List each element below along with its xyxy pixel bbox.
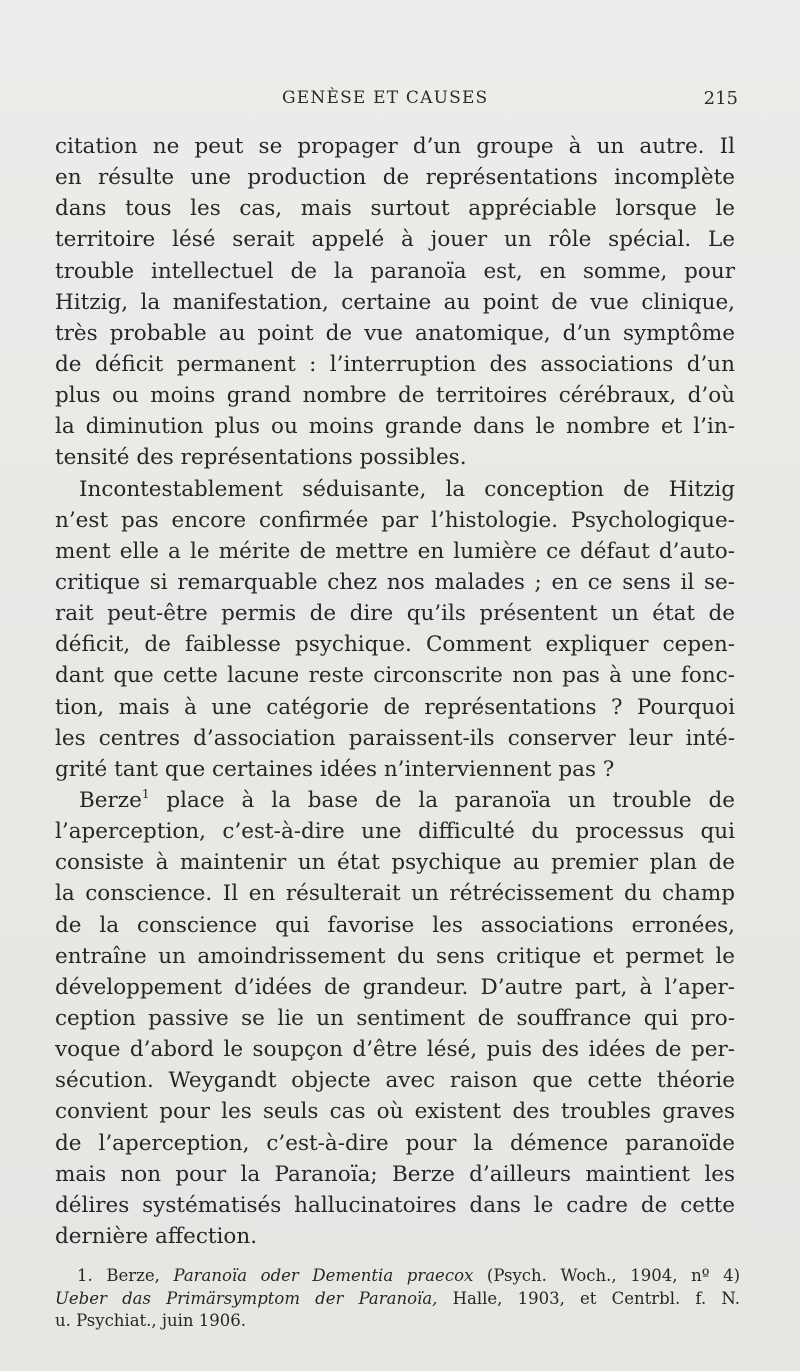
text-line: de la conscience qui favorise les associations erronées, [55,912,735,938]
paragraph-3 [55,785,735,1252]
text-line: tensité des représentations possibles. [55,445,467,471]
footnote-number: 1. [77,1266,93,1285]
text-line: ception passive se lie un sentiment de souffrance qui pro- [55,1005,735,1031]
footnote-line [55,1265,740,1288]
text-line: critique si remarquable chez nos malades ; en ce sens il se- [55,569,735,595]
text-line: déficit, de faiblesse psychique. Comment expliquer cepen- [55,632,735,658]
footnote-title: Paranoïa oder Dementia praecox [173,1266,474,1285]
text-line: Incontestablement séduisante, la conception de Hitzig [79,476,735,502]
text-line: tion, mais à une catégorie de représentations ? Pourquoi [55,694,735,720]
text-line: n’est pas encore confirmée par l’histologie. Psychologique- [55,507,735,533]
text-line: la conscience. Il en résulterait un rétrécissement du champ [55,881,735,907]
footnote-line [55,1288,740,1311]
text-line: voque d’abord le soupçon d’être lésé, puis des idées de per- [55,1037,735,1063]
text-line: rait peut-être permis de dire qu’ils présentent un état de [55,601,735,627]
page-header [0,88,800,118]
text-line: dans tous les cas, mais surtout appréciable lorsque le [55,196,735,222]
text-line: entraîne un amoindrissement du sens critique et permet le [55,943,735,969]
text-line: citation ne peut se propager d’un groupe à un autre. Il [55,134,735,159]
body-text [55,131,735,1252]
footnote-source: Halle, 1903, et Centrbl. f. N. [452,1288,741,1308]
text-line: en résulte une production de représentations incomplète [55,165,735,191]
footnote-source: (Psych. Woch., 1904, nº 4) [486,1266,741,1285]
text-line: plus ou moins grand nombre de territoires cérébraux, d’où [55,383,735,409]
text-line: l’aperception, c’est-à-dire une difficulté du processus qui [55,819,735,845]
footnote [55,1265,740,1333]
text-line: trouble intellectuel de la paranoïa est, en somme, pour [55,258,735,284]
paragraph-2 [55,474,735,785]
text-line: les centres d’association paraissent-ils conserver leur inté- [55,725,735,751]
text-line: territoire lésé serait appelé à jouer un rôle spécial. Le [55,227,735,253]
page-number: 215 [703,88,738,109]
text-line [55,785,735,816]
text-line: très probable au point de vue anatomique, d’un symptôme [55,320,735,346]
text-line: dant que cette lacune reste circonscrite non pas à une fonc- [55,663,735,689]
text-fragment: place à la base de la paranoïa un trouble de [149,787,735,813]
text-line: de déficit permanent : l’interruption des associations d’un [55,351,735,377]
text-line: de l’aperception, c’est-à-dire pour la démence paranoïde [55,1130,735,1156]
text-line: développement d’idées de grandeur. D’autre part, à l’aper- [55,974,735,1000]
text-line: sécution. Weygandt objecte avec raison que cette théorie [55,1068,735,1094]
text-line: convient pour les seuls cas où existent des troubles graves [55,1099,735,1125]
text-line: ment elle a le mérite de mettre en lumière ce défaut d’auto- [55,538,735,564]
text-line: la diminution plus ou moins grande dans le nombre et l’in- [55,414,735,440]
paragraph-1 [55,131,735,474]
footnote-title: Ueber das Primärsymptom der Paranoïa, [55,1288,438,1308]
footnote-line: u. Psychiat., juin 1906. [55,1311,247,1330]
footnote-reference[interactable]: 1 [141,786,150,801]
author-name: Berze [79,787,142,813]
text-line: grité tant que certaines idées n’interviennent pas ? [55,756,615,782]
text-line: dernière affection. [55,1223,258,1249]
text-line: délires systématisés hallucinatoires dans le cadre de cette [55,1192,735,1218]
text-line: Hitzig, la manifestation, certaine au point de vue clinique, [55,289,735,315]
footnote-author: Berze, [106,1266,160,1285]
text-line: mais non pour la Paranoïa; Berze d’ailleurs maintient les [55,1161,735,1187]
running-title: GENÈSE ET CAUSES [282,88,489,108]
text-line: consiste à maintenir un état psychique au premier plan de [55,850,735,876]
